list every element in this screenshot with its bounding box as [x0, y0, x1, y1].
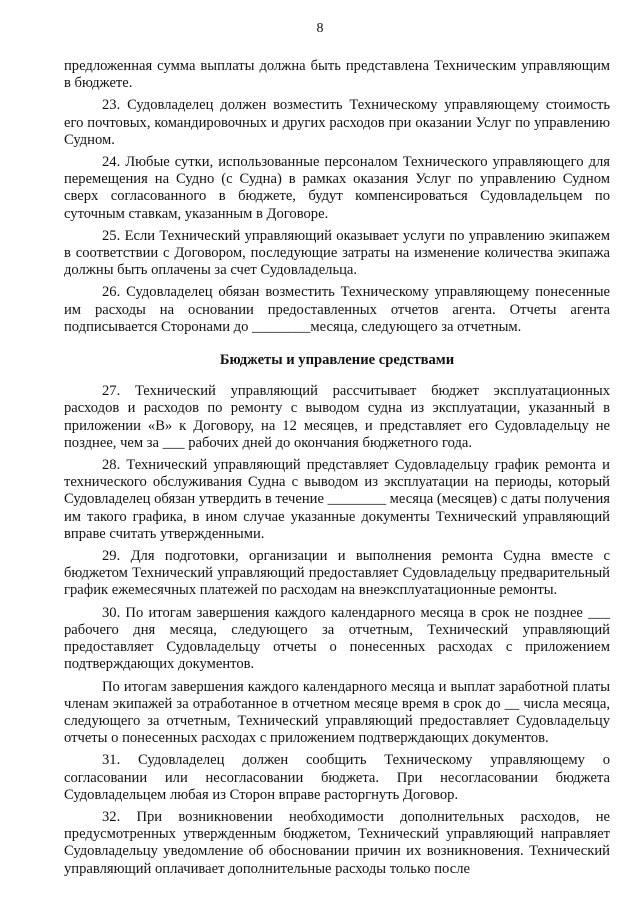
paragraph-29: 29. Для подготовки, организации и выполнения ремонта Судна вместе с бюджетом Технический управляющий предоставляет Судовладельцу предварительный график ежемесячных платежей по расходам на внеэксплуатационные ремонты.: [64, 548, 610, 599]
page-number: 8: [316, 21, 324, 36]
paragraph-30: 30. По итогам завершения каждого календарного месяца в срок не позднее ___ рабочего дня месяца, следующего за отчетным, Технический управляющий предоставляет Судовладельцу отчеты о понесенных расходах с приложением подтверждающих документов.: [64, 604, 610, 673]
paragraph-25: 25. Если Технический управляющий оказывает услуги по управлению экипажем в соответствии с Договором, последующие затраты на изменение количества экипажа должны быть оплачены за счет Судовладельца.: [64, 227, 610, 279]
paragraph-28: 28. Технический управляющий представляет Судовладельцу график ремонта и технического обслуживания Судна с выводом из эксплуатации на периоды, который Судовладелец обязан утвердить в течение ________ месяца (месяцев) с даты получения им такого графика, в ином случае указанные документы Технический управляющий вправе считать утвержденными.: [64, 457, 610, 542]
paragraph-continuation: предложенная сумма выплаты должна быть представлена Техническим управляющим в бюджете.: [64, 58, 610, 92]
document-body: [64, 58, 610, 883]
paragraph-27: 27. Технический управляющий рассчитывает бюджет эксплуатационных расходов и расходов по ремонту с выводом судна из эксплуатации, указанный в приложении «В» к Договору, на 12 месяцев, и представляет его Судовладельцу не позднее, чем за ___ рабочих дней до окончания бюджетного года.: [64, 383, 610, 451]
paragraph-26: 26. Судовладелец обязан возместить Техническому управляющему понесенные им расходы на основании предоставленных отчетов агента. Отчеты агента подписывается Сторонами до ________месяца, следующего за отчетным.: [64, 284, 610, 335]
paragraph-32: 32. При возникновении необходимости дополнительных расходов, не предусмотренных утвержденным бюджетом, Технический управляющий направляет Судовладельцу уведомление об обосновании причин их возникновения. Технический управляющий оплачивает дополнительные расходы только после: [64, 808, 610, 877]
section-heading: Бюджеты и управление средствами: [219, 352, 455, 369]
paragraph-31: 31. Судовладелец должен сообщить Техническому управляющему о согласовании или несогласовании бюджета. При несогласовании бюджета Судовладельцем любая из Сторон вправе расторгнуть Договор.: [64, 752, 610, 803]
paragraph-24: 24. Любые сутки, использованные персоналом Технического управляющего для перемещения на Судно (с Судна) в рамках оказания Услуг по управлению Судном сверх согласованного в бюджете, будут компенсироваться Судовладельцем по суточным ставкам, указанным в Договоре.: [64, 154, 610, 222]
paragraph-23: 23. Судовладелец должен возместить Техническому управляющему стоимость его почтовых, командировочных и других расходов при оказании Услуг по управлению Судном.: [64, 97, 610, 148]
paragraph-30-continued: По итогам завершения каждого календарного месяца и выплат заработной платы членам экипажей за отработанное в отчетном месяце время в срок до __ числа месяца, следующего за отчетным, Технический управляющий предоставляет Судовладельцу отчеты о понесенных расходах с приложением подтверждающих документов.: [64, 678, 610, 747]
